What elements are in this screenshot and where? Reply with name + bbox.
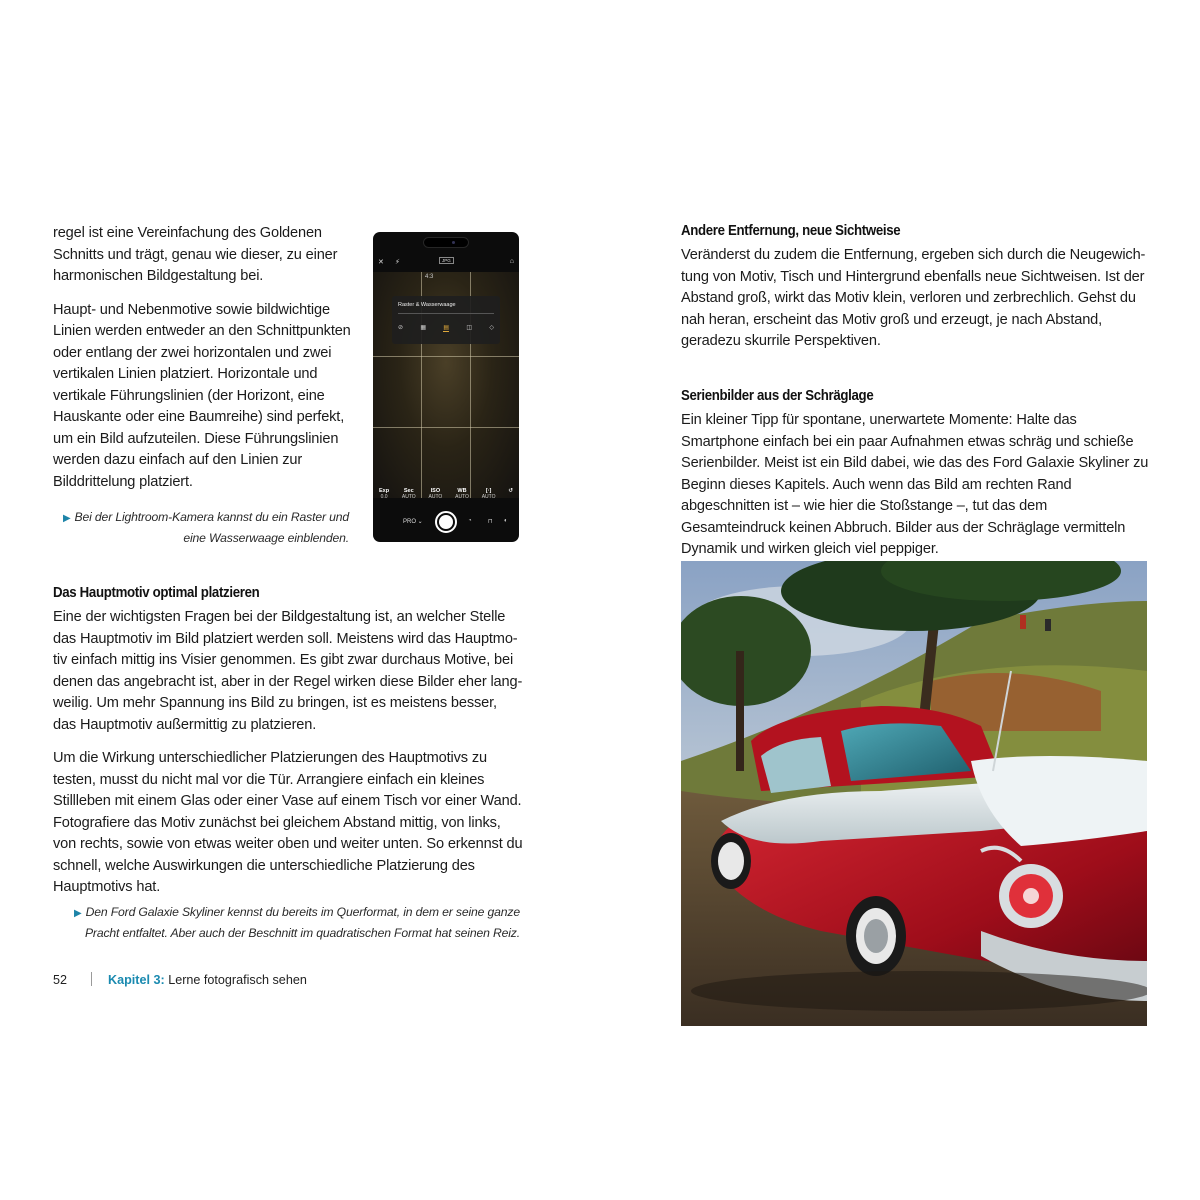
control-exp: Exp 0.0 xyxy=(379,488,390,500)
camera-switch-icon: ⌂ xyxy=(509,258,514,265)
intro-paragraph: regel ist eine Vereinfachung des Goldenen Schnitts und trägt, genau wie dieser, zu einer harmonischen Bildgestaltung bei. xyxy=(53,225,338,284)
control-focus: [·] AUTO xyxy=(481,488,496,500)
phone-caption xyxy=(53,508,349,548)
phone-screenshot xyxy=(373,232,519,542)
control-reset: ↺ xyxy=(508,488,513,494)
car-whitewall xyxy=(718,842,744,880)
tree-trunk xyxy=(736,651,744,771)
caption-marker-icon: ▶ xyxy=(74,908,82,919)
paragraph-burst-text: Ein kleiner Tipp für spontane, unerwartete Momente: Halte das Smartphone einfach bei ein paar Aufnahmen etwas schräg und schieße Serienbilder. Meist ist ein Bild dabei, wie das des Ford Galaxie Skyliner zu Beginn dieses Kapitels. Auch wenn das Bild am rechten Rand abgeschnitten ist – wie hier die Stoßstange –, tut das dem Gesamteindruck keinen Abbruch. Bilder aus der Schräglage vermitteln Dynamik und wirken gleich viel peppiger. xyxy=(681,412,1149,557)
lock-icon: ⊓ xyxy=(488,519,493,525)
page-footer xyxy=(53,972,307,987)
section-text xyxy=(53,607,523,911)
viewfinder xyxy=(373,272,519,498)
grid-square-icon: ◫ xyxy=(466,325,473,331)
grid-off-icon: ⊘ xyxy=(398,325,404,331)
section-paragraph: Um die Wirkung unterschiedlicher Platzierungen des Hauptmotivs zu testen, musst du nicht mal vor die Tür. Arrangiere einfach ein kleines Stillleben mit einem Glas oder einer Vase auf einem Tisch vor einer Wand. Fotografiere das Motiv zunächst bei gleichem Abstand mittig, von links, von rechts, sowie von etwas weiter oben und weiter unten. So erkennst du schnell, welche Auswirkungen die unterschiedliche Platzierung des Hauptmotivs hat. xyxy=(53,750,523,895)
chapter-label: Kapitel 3: xyxy=(108,973,165,987)
menu-icons xyxy=(398,324,494,332)
page-number: 52 xyxy=(53,973,68,987)
camera-controls xyxy=(379,488,513,500)
grid-level-menu xyxy=(392,296,500,344)
level-icon: ◇ xyxy=(489,325,494,331)
timer-icon: ◔ xyxy=(468,518,472,524)
ford-galaxie-photo xyxy=(681,561,1147,1026)
effects-icon: ◐ xyxy=(504,518,508,524)
control-wb: WB AUTO xyxy=(455,488,469,500)
dynamic-island xyxy=(423,237,469,248)
menu-divider xyxy=(398,313,494,314)
person xyxy=(1020,615,1026,629)
car-caption xyxy=(60,903,520,943)
car-photo xyxy=(681,561,1147,1026)
intro-text xyxy=(53,223,353,505)
aspect-ratio-label: 4:3 xyxy=(425,274,434,280)
paragraph-distance xyxy=(681,245,1151,365)
format-badge: JPG xyxy=(439,257,454,264)
heading-distance: Andere Entfernung, neue Sichtweise xyxy=(681,223,901,239)
menu-title: Raster & Wasserwaage xyxy=(398,302,456,308)
heading-burst: Serienbilder aus der Schräglage xyxy=(681,388,874,404)
car-hubcap xyxy=(864,919,888,953)
car-caption-text: Den Ford Galaxie Skyliner kennst du bereits im Querformat, in dem er seine ganze Pracht entfaltet. Aber auch der Beschnitt im quadratischen Format hat seinen Reiz. xyxy=(84,905,520,940)
intro-paragraph: Haupt- und Nebenmotive sowie bildwichtige Linien werden entweder an den Schnittpunkten oder entlang der zwei horizontalen und zwei vertikalen Linien platziert. Horizontale und vertikale Führungslinien (der Horizont, eine Hauskante oder eine Baumreihe) sind perfekt, um ein Bild aufzuteilen. Diese Führungslinien werden dazu einfach auf den Linien zur Bilddrittelung platziert. xyxy=(53,301,351,490)
grid-line xyxy=(373,427,519,428)
footer-separator xyxy=(91,972,92,986)
paragraph-distance-text: Veränderst du zudem die Entfernung, ergeben sich durch die Neugewichtung von Motiv, Tisch und Hintergrund ebenfalls neue Sichtweisen. Ist der Abstand groß, wirkt das Motiv klein, verloren und zerbrechlich. Gehst du nah heran, erscheint das Motiv groß und erzeugt, je nach Abstand, geradezu skurrile Perspektiven. xyxy=(681,247,1146,349)
mode-selector: PRO ⌄ xyxy=(403,519,423,525)
camera-top-bar xyxy=(373,254,519,270)
grid-line xyxy=(373,356,519,357)
caption-marker-icon: ▶ xyxy=(62,513,71,524)
grid-selected-icon: ▤ xyxy=(443,325,450,331)
control-sec: Sec AUTO xyxy=(401,488,416,500)
car-taillight-center xyxy=(1023,888,1039,904)
control-iso: ISO AUTO xyxy=(428,488,443,500)
section-heading: Das Hauptmotiv optimal platzieren xyxy=(53,585,260,601)
section-paragraph: Eine der wichtigsten Fragen bei der Bildgestaltung ist, an welcher Stelle das Hauptmotiv im Bild platziert werden soll. Meistens wird das Hauptmotiv einfach mittig ins Visier genommen. Es gibt zwar durchaus Motive, bei denen das angebracht ist, aber in der Regel wirken diese Bilder eher langweilig. Um mehr Spannung ins Bild zu bringen, ist es meistens besser, das Hauptmotiv außermittig zu platzieren. xyxy=(53,609,523,733)
shutter-button xyxy=(435,511,457,533)
grid-thirds-icon: ▦ xyxy=(420,325,427,331)
flash-icon: ⚡ xyxy=(395,259,400,266)
person xyxy=(1045,619,1051,631)
camera-bottom-bar xyxy=(373,508,519,534)
chapter-title: Lerne fotografisch sehen xyxy=(168,973,307,987)
close-icon: ✕ xyxy=(378,259,384,266)
paragraph-burst xyxy=(681,410,1151,573)
phone-caption-text: Bei der Lightroom-Kamera kannst du ein Raster und eine Wasserwaage einblenden. xyxy=(74,510,349,545)
car-shadow xyxy=(691,971,1147,1011)
